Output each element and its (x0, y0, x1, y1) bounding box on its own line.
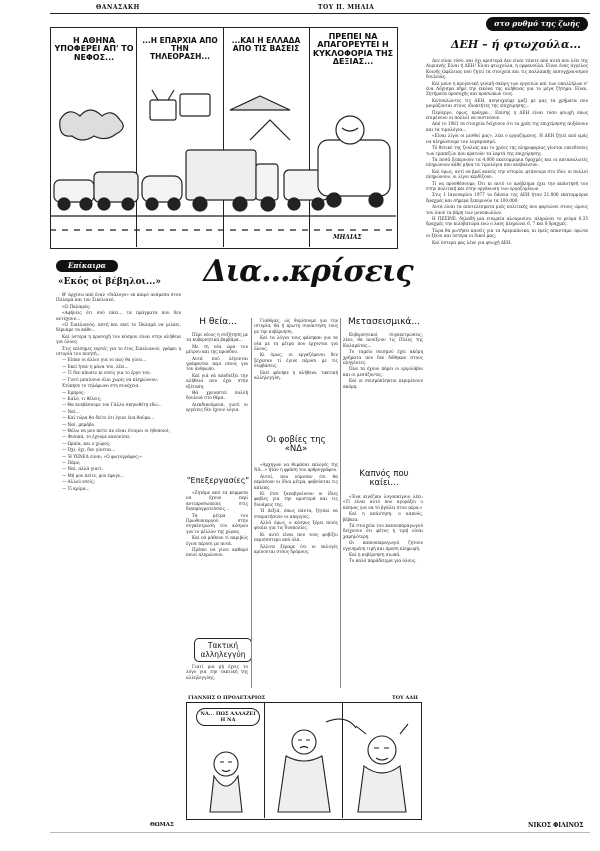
section-body-foveis: «Αρχηγών να θυμάσαι εκλογές της ΝΔ...» ήταν η φράση του αρθρογράφου. Αυτοί, που νόμισαν ότι θα περάσουν οι ίδιοι μέτρα, φοβούνται τις κάλπες. Κι έτσι ξαναβγαίνουν οι ίδιες φοβίες για την αριστερά και τις δυνάμεις της. Ή Δεξιά, όπως πάντα, ζητάει να σταματήσουν οι απεργίες. Αλλά όμως, ο κόσμος ξέρει ποιός φταίει για τις δυσκολίες. Κι αυτό είναι που τους φοβίζει περισσότερο από όλα. Άλλοτε ξέραμε ότι οι εκλογές κρίνονται στους δρόμους. (254, 462, 338, 555)
panel-caption-1: Η ΑΘΗΝΑ ΥΠΟΦΕΡΕΙ ΑΠ' ΤΟ ΝΕΦΟΣ... (54, 36, 134, 62)
section-body-metaseismika: Κυβερνητικοί συγκεντρώσεις, λένε, θα ανοίξουν τις Πύλες της Καλαμάτας... Το ταμείο σεισμού έχει ακόμη χρήματα που δεν δόθηκαν στους πληγέντες. Όλα τα έχουν πάρει οι εργολάβοι και οι μεσάζοντες. Καί οι σεισμόπληκτοι περιμένουν ακόμη. (343, 332, 423, 389)
section-head-kapnos: Καπνός που καίει... (359, 469, 409, 488)
left-section-tab: Επίκαιρα (56, 260, 118, 272)
column-divider (251, 318, 252, 688)
comic-title-right: ΤΟΥ ΑΔΗ (392, 695, 418, 701)
section-body-theia: Πέρι νέους η συζήτηση με τα κυβερνητικά βαρβάρα... Με τη νέα ώρα του μέτρου και της προόδου. Αυτά πού λέγονται γράφονται περί νέους για τον άνθρωπο. Καί γιά νά αποδείξει την αλήθεια που έχει στην εξέταση. Θά χρειαστεί πολλή δουλειά στο θέμα. Διεκδικούμενα, γιατί οι εργάτες δέν έχουν λόγια. (186, 332, 248, 413)
right-section-tab: στο ρυθμό της ζωής (486, 17, 588, 31)
footer-rule (50, 832, 590, 833)
section-body-kapnos: «Ένα κινέζικο λογοπαίγνιο λέει: «Τί είναι αυτό που αγοράζει ο κόσμος για να τό βγάλει στον αέρα;» Καί η απάντηση: ο καπνός, βέβαια. Τά στοιχεία του καπνοπαραγωγού δείχνουν ότι φέτος η τιμή είναι χαμηλότερη. Οι καπνοπαραγωγοί ζητούν εγγυημένη τιμή και άμεση πληρωμή. Καί η κυβέρνηση σιωπά. Το καλό παράδειγμα για όλους. (343, 494, 423, 564)
section-head-metaseismika: Μετασεισμικά... (348, 317, 420, 327)
signature-right: ΝΙΚΟΣ ΦΙΛΙΝΟΣ (528, 822, 584, 829)
section-head-taktiki: Τακτική αλληλεγγύη (194, 638, 252, 662)
traffic-jam-drawing (50, 80, 396, 247)
comic-bubble: ΝΑ... ΠΩΣ ΑΛΛΑΖΕΙ Η ΝΔ (196, 708, 260, 726)
header-left: ΘΑΝΑΣΑΚΗ (96, 4, 140, 11)
section-head-epexergasies: "Επεξεργασίες" (186, 476, 250, 485)
comic-title-left: ΓΙΑΝΝΗΣ Ο ΠΡΟΛΕΤΑΡΙΟΣ (188, 695, 266, 701)
right-article-title: ΔΕΗ – ή φτωχούλα... (451, 38, 581, 51)
middle-column-top: Γιαθόρες, ώς θυμίσουμε για την ιστορία, θα ή πρωτη συνάντηση τους με την κυβέρνηση. Καί τα λόγια τους φάνηκαν για τα νέα με τα μέτρα που έρχονται για όλους. Κι όμως, οι εργαζόμενοι δεν ξέχασαν τί έγινε πέρυσι με τις συμβάσεις. Εκεί φάνηκε η αλήθεια: τακτική αλληλεγγύη. (254, 318, 338, 381)
section-head-foveis: Οι φοβίες της «ΝΔ» (266, 435, 326, 454)
column-divider (340, 318, 341, 688)
panel-caption-3: ...ΚΑΙ Η ΕΛΛΑΔΑ ΑΠΟ ΤΙΣ ΒΑΣΕΙΣ (231, 36, 301, 53)
section-body-taktiki: Γιατί μια μή έχεις το λόγο για την τακτική της αλληλεγγύης. (186, 664, 248, 680)
header-rule (50, 13, 590, 14)
comic-drawing (186, 702, 420, 818)
main-title: Δια...κρίσεις (203, 254, 413, 289)
section-head-theia: Η θεία... (199, 317, 237, 327)
left-article-body: Θ' άρχίσω από έναν «διάλογο» εκ καιρό ανάμεσα στον Παλαμά και τον Σικελιανό. «Ο Παλαμάς: «Αφήνεις ότι σού πάει... τα πράγματα που δεν αντέχουν... «Ο Σικελιανός: απτή και εκεί το Παλαμά να μιλάει, δέρναμε τα κάθε... Καί ύστερα η προσοχή του κόσμου είναι στην αλήθεια για όλους. Στις επίσημες εορτές για το έτος Σικελιανού, γράφει η ιστορία του ποιητή... — Είπαν οι άλλοι για το πώς θα γίνει... — Εκεί ήταν η μάνα του, λέει... — Τί δεν κάνατε κι εσείς για το έργο του; — Γιατί μπαίνουν όλοι χωρίς να πληρώνουν; Χτύπησε το τηλέφωνο στη συνέχεια. — Εμπρός; — Καλό, τι θέλεις; — Θα ανεβάσουμε τον Γάλλο σκηνοθέτη εδώ... — Ναί... — Καί τώρα θα δείτε ότι έγινε ένα θαύμα... — Ναί, μπράβο. — Θέλω να μου πείτε αν είναι έτοιμοι οι ηθοποιοί; — Φυσικά, το έχουμε κανονίσει. — Ωραία, και ο χώρος; — Όχι, όχι, δεν γίνεται... — Ή ΥΕΝΕΔ είναι; «Ο φωτογράφος;» — Πάμε; — Ναί, αλλά γιατί; — Μή μου πείτε, μου έφυγε... — Αλλού εσείς; — Τί κρίμα... (56, 292, 181, 491)
signature-left: ΘΩΜΑΣ (150, 822, 174, 828)
cartoon-signature: ΜΗΛΙΑΣ (333, 234, 362, 241)
left-article-title: «Εκός οί βέβηλοι...» (58, 277, 161, 287)
right-article-body: Δεν είναι τόσο, και όχι αριστερά Δεν είναι τίποτε από αυτά που λέει της Αυριανής Είναι ή ΔΕΗ! Είναι φτωχούλα, η ορφανούλα. Είναι ένας άγγελος Κοινής Ωφέλειας πού ζητεί τα στοιχεία και τις παλλαικής εκσυγχρονισμού δουλειάς. Καί μόνο η προγενική γενική σκέψη των εργατών καί των υπαλλήλων σ' ένα Λόχισμα πήρε την εικόνα της αλήθειας για το μέγα ζήτημα. Είναι, Ζητήματα προσοχής και προσώπων τους. Κατσαλώντες τίς ΔΕΗ, ανησυχούμε μαζί με μας τα χρήματα που μοιράζονται στους ιδιοκτήτες της επιχείρησης... Περίεργο, όμως, πράγμα... Επίσης η ΔΕΗ είναι τόσο φτωχή όπως επιμένουν οι πολλοί να πιστεύουν. Από το 1981 τα στοιχεία δείχνουν ότι τα χρέη της επιχείρησης αυξάνουν και τα τιμολόγια... «Είναι λίγοι οι μισθοί μας», λέει ο εργαζόμενος. Η ΔΕΗ ζητεί από εμάς να πληρώσουμε τον λογαριασμό. Τό θετικό της ζουλιάς και το χρέος της πληροφορίας γίνεται επενδύσεις των τραπεζών που κρατούν τα λεφτά της επιχείρησης. Τα ποσά ξεπερνούν τα 4.000 εκατομμύρια δραχμές και οι καταναλωτές πληρώνουν κάθε μήνα τα τιμολόγια που ανεβαίνουν. Καί όμως, αντί να βρεί κανείς την ιστορία, φτάνουμε στο ίδιο: οι πολλοί πληρώνουν, οι λίγοι κερδίζουν. Τί να προσθέσουμε; Ότι κι αυτό το πρόβλημα έχει την απάντησή του στην πολιτική και στην οργάνωση των εργαζομένων. Στις 1 Ιανουαρίου 1977 τα δάνεια της ΔΕΗ ήταν 21.000 εκατομμύρια δραχμές και σήμερα ξεπερνούν τα 100.000. Αυτά είναι τα αποτελέσματα μιάς πολιτικής που φορτώνει στους ώμους του λαού τα βάρη των μονοπωλίων. Η ΠΕΣΙΝΕ, δηλαδή μια εταιρεία αλουμινίου, πληρώνει το ρεύμα 0,35 δραχμές την κιλοβατώρα ενώ ο λαός πληρώνει 6, 7 και 8 δραχμές. Τώρα θα ρωτήσει κανείς για τα Αμερικάνικα, κι εμείς απαντάμε: πρώτα οι ξένοι και ύστερα οι δικοί μας; Καί ύστερα μας λένε για φτωχή ΔΕΗ. (426, 58, 588, 245)
section-body-epexergasies: «Ζητάμε από τα κόμματα να έχουν περί αντιπροσωπείας στις διαπραγματεύσεις... Τα μέτρα του Πρωθυπουργού στην συγκέντρωση του κόσμου για το μέλλον της χώρας. Καί νά μάθουν τί ακριβώς έγινε πέρυσι με αυτά. Πρέπει να γίνει καθαρό ποιοί πληρώνουν. (186, 490, 248, 558)
header-center: ΤΟΥ Π. ΜΗΛΙΑ (318, 4, 375, 11)
panel-caption-2: ...Η ΕΠΑΡΧΙΑ ΑΠΟ ΤΗΝ ΤΗΛΕΟΡΑΣΗ... (142, 36, 218, 61)
panel-caption-4: ΠΡΕΠΕΙ ΝΑ ΑΠΑΓΟΡΕΥΤΕΙ Η ΚΥΚΛΟΦΟΡΙΑ ΤΗΣ ΔΕΞΙΑΣ... (312, 32, 394, 67)
